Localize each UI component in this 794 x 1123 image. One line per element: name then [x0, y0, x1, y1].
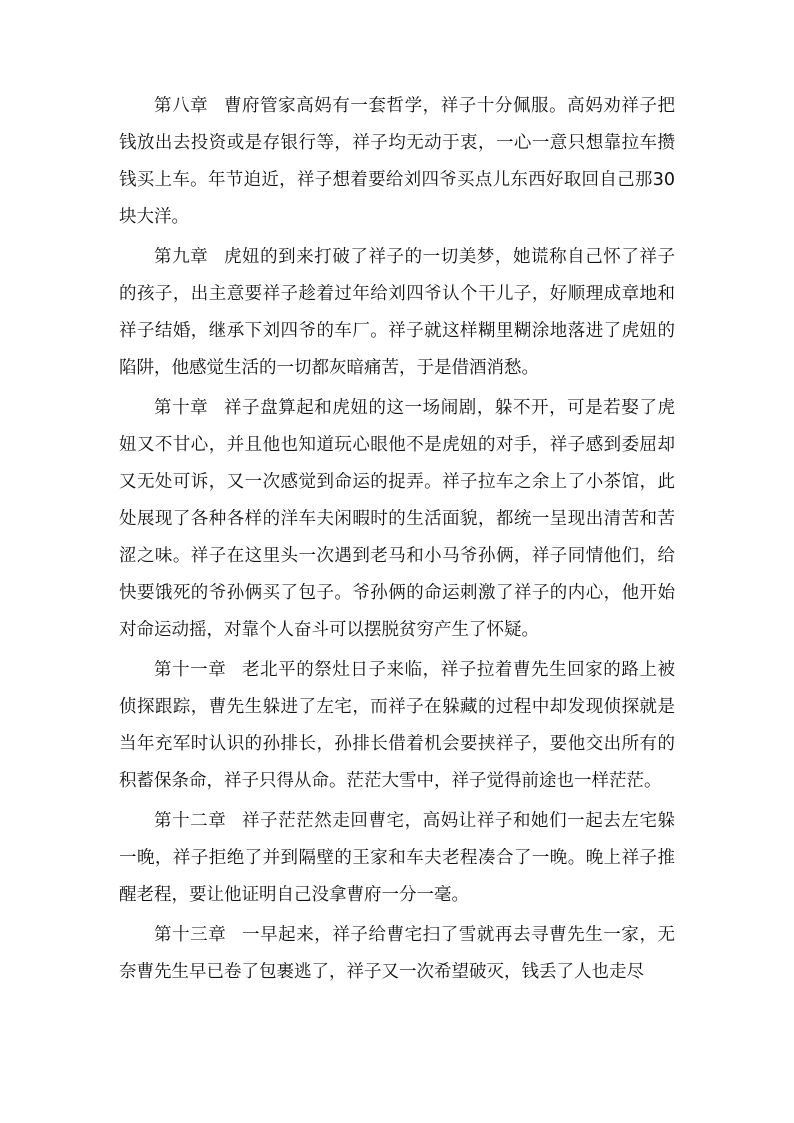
document-body	[119, 88, 675, 994]
paragraph-text: 祥子盘算起和虎妞的这一场闹剧，躲不开，可是若娶了虎妞又不甘心，并且他也知道玩心眼他不是虎妞的对手，祥子感到委屈却又无处可诉，又一次感觉到命运的捉弄。祥子拉车之余上了小茶馆，此处展现了各种各样的洋车夫闲暇时的生活面貌，都统一呈现出清苦和苦涩之味。祥子在这里头一次遇到老马和小马爷孙俩，祥子同情他们，给快要饿死的爷孙俩买了包子。爷孙俩的命运刺激了祥子的内心，他开始对命运动摇，对靠个人奋斗可以摆脱贫穷产生了怀疑。	[119, 398, 676, 640]
paragraph-text: 曹府管家高妈有一套哲学，祥子十分佩服。高妈劝祥子把钱放出去投资或是存银行等，祥子均无动于衷，一心一意只想靠拉车攒钱买上车。年节迫近，祥子想着要给刘四爷买点儿东西好取回自己那30块大洋。	[119, 96, 676, 227]
paragraph-chapter-12	[119, 803, 675, 914]
paragraph-text: 老北平的祭灶日子来临，祥子拉着曹先生回家的路上被侦探跟踪，曹先生躲进了左宅，而祥子在躲藏的过程中却发现侦探就是当年充军时认识的孙排长，孙排长借着机会要挟祥子，要他交出所有的积蓄保条命，祥子只得从命。茫茫大雪中，祥子觉得前途也一样茫茫。	[119, 660, 676, 791]
paragraph-text: 一早起来，祥子给曹宅扫了雪就再去寻曹先生一家，无奈曹先生早已卷了包裹逃了，祥子又一次希望破灭，钱丢了人也走尽	[119, 925, 676, 982]
paragraph-chapter-13	[119, 917, 675, 991]
paragraph-text: 祥子茫茫然走回曹宅，高妈让祥子和她们一起去左宅躲一晚，祥子拒绝了并到隔壁的王家和车夫老程凑合了一晚。晚上祥子推醒老程，要让他证明自己没拿曹府一分一毫。	[119, 811, 676, 905]
chapter-heading: 第十一章	[154, 660, 227, 680]
chapter-heading: 第十章	[154, 398, 209, 418]
paragraph-chapter-10	[119, 390, 675, 649]
paragraph-chapter-8	[119, 88, 675, 236]
chapter-heading: 第九章	[154, 247, 209, 267]
paragraph-text: 虎妞的到来打破了祥子的一切美梦，她谎称自己怀了祥子的孩子，出主意要祥子趁着过年给刘四爷认个干儿子，好顺理成章地和祥子结婚，继承下刘四爷的车厂。祥子就这样糊里糊涂地落进了虎妞的陷阱，他感觉生活的一切都灰暗痛苦，于是借酒消愁。	[119, 247, 676, 378]
chapter-heading: 第十二章	[154, 811, 227, 831]
paragraph-chapter-11	[119, 652, 675, 800]
chapter-heading: 第十三章	[154, 925, 227, 945]
chapter-heading: 第八章	[154, 96, 209, 116]
paragraph-chapter-9	[119, 239, 675, 387]
